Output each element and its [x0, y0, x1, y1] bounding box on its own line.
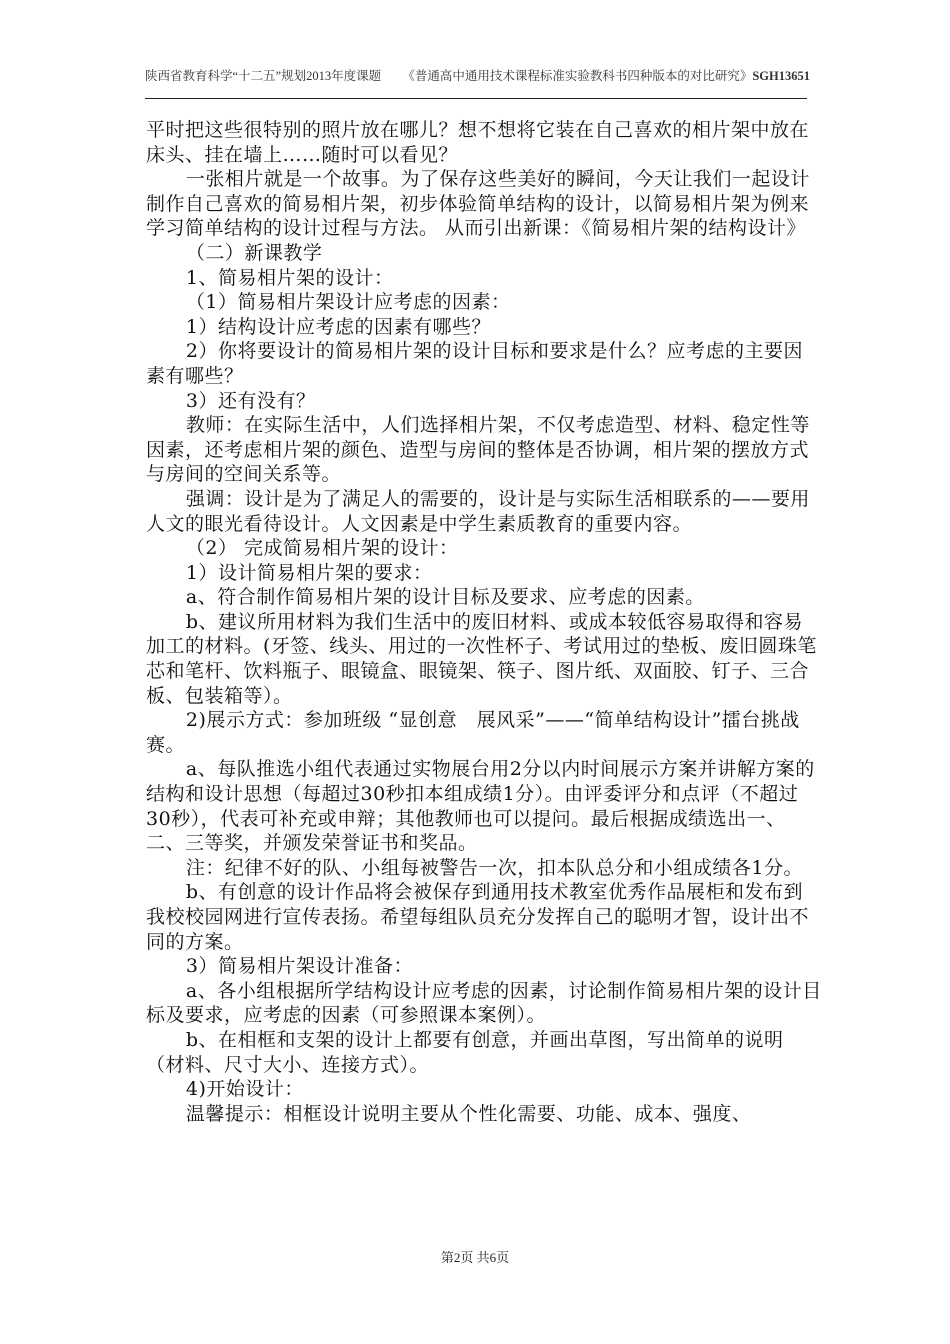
paragraph: b、建议所用材料为我们生活中的废旧材料、或成本较低容易取得和容易加工的材料。(牙签、线头、用过的一次性杯子、考试用过的垫板、废旧圆珠笔芯和笔杆、饮料瓶子、眼镜盒、眼镜架、筷子、图片纸、双面胶、钉子、三合板、包装箱等）。 [146, 610, 817, 707]
paragraph: b、有创意的设计作品将会被保存到通用技术教室优秀作品展柜和发布到我校校园网进行宣传表扬。希望每组队员充分发挥自己的聪明才智，设计出不同的方案。 [146, 881, 810, 953]
paragraph: 强调：设计是为了满足人的需要的，设计是与实际生活相联系的——要用人文的眼光看待设计。人文因素是中学生素质教育的重要内容。 [146, 487, 810, 535]
header-project: 陕西省教育科学“十二五”规划2013年度课题 [145, 69, 382, 83]
paragraph: 1、简易相片架的设计： [185, 266, 394, 289]
paragraph: 3）还有没有？ [185, 389, 316, 412]
paragraph: b、在相框和支架的设计上都要有创意，并画出草图，写出简单的说明（材料、尺寸大小、连接方式）。 [146, 1028, 784, 1076]
paragraph: （二）新课教学 [185, 241, 323, 264]
paragraph: （1）简易相片架设计应考虑的因素： [185, 291, 511, 314]
paragraph: 温馨提示：相框设计说明主要从个性化需要、功能、成本、强度、 [185, 1102, 752, 1125]
paragraph: a、每队推选小组代表通过实物展台用2分以内时间展示方案并讲解方案的结构和设计思想（每超过30秒扣本组成绩1分）。由评委评分和点评（不超过30秒），代表可补充或申辩；其他教师也可以提问。最后根据成绩选出一、二、三等奖，并颁发荣誉证书和奖品。 [146, 758, 815, 855]
paragraph: 2）你将要设计的简易相片架的设计目标和要求是什么？应考虑的主要因素有哪些？ [146, 340, 803, 387]
paragraph: 一张相片就是一个故事。为了保存这些美好的瞬间，今天让我们一起设计制作自己喜欢的简易相片架，初步体验简单结构的设计，以简易相片架为例来学习简单结构的设计过程与方法。 从而引出新课：《简易相片架的结构设计》 [146, 168, 810, 240]
paragraph: a、各小组根据所学结构设计应考虑的因素，讨论制作简易相片架的设计目标及要求，应考虑的因素（可参照课本案例）。 [146, 979, 822, 1027]
document-body [146, 118, 822, 1126]
header-code: SGH13651 [752, 69, 810, 83]
paragraph: 教师：在实际生活中，人们选择相片架，不仅考虑造型、材料、稳定性等因素，还考虑相片架的颜色、造型与房间的整体是否协调，相片架的摆放方式与房间的空间关系等。 [146, 414, 810, 486]
paragraph: a、符合制作简易相片架的设计目标及要求、应考虑的因素。 [185, 586, 705, 609]
paragraph: 1）结构设计应考虑的因素有哪些？ [185, 315, 491, 338]
paragraph: 4)开始设计： [185, 1078, 304, 1101]
page-header [140, 60, 810, 82]
paragraph: 平时把这些很特别的照片放在哪儿？想不想将它装在自己喜欢的相片架中放在床头、挂在墙上……随时可以看见？ [146, 119, 810, 166]
page-footer: 第2页 共6页 [440, 1250, 510, 1265]
header-title [402, 66, 810, 84]
paragraph: （2） 完成简易相片架的设计： [185, 537, 459, 560]
paragraph: 1）设计简易相片架的要求： [185, 561, 433, 584]
paragraph: 2)展示方式：参加班级 “显创意 展风采”——“简单结构设计”擂台挑战赛。 [146, 709, 800, 756]
header-rule [145, 98, 807, 99]
header-title-text: 《普通高中通用技术课程标准实验教科书四种版本的对比研究》 [402, 69, 753, 83]
paragraph: 3）简易相片架设计准备： [185, 955, 413, 978]
paragraph: 注：纪律不好的队、小组每被警告一次，扣本队总分和小组成绩各1分。 [185, 856, 803, 879]
